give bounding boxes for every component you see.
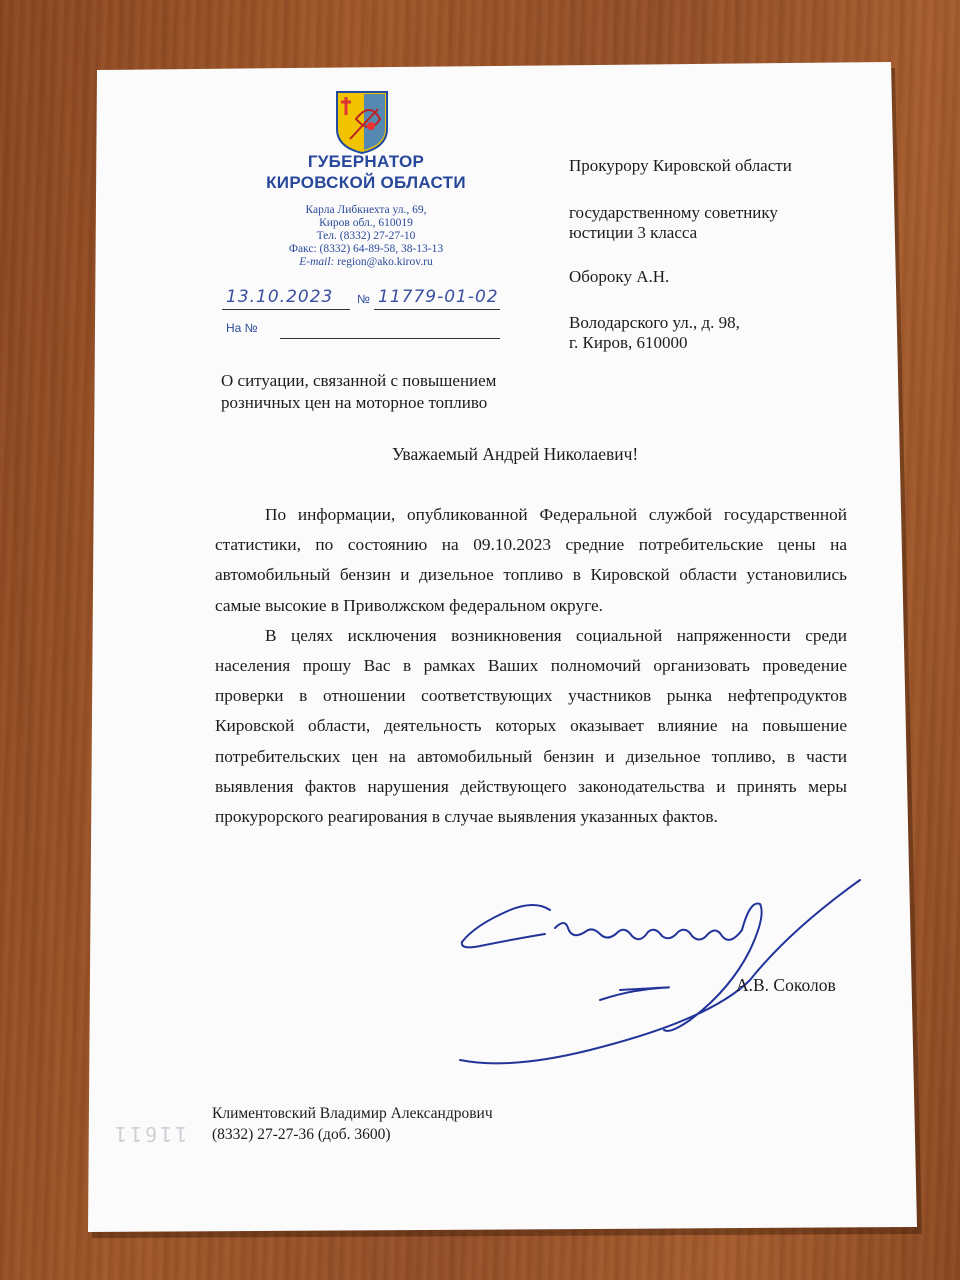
body-paragraph-1: По информации, опубликованной Федеральной службой государственной статистики, по состоянию на 09.10.2023 средние потребительские цены на автомобильный бензин и дизельное топливо в Кировской области установились самые высокие в Приволжском федеральном округе. <box>215 505 847 615</box>
letter-body <box>215 500 847 832</box>
recipient-line2: государственному советнику <box>569 203 778 222</box>
letterhead-title-line1: ГУБЕРНАТОР <box>307 152 425 171</box>
registration-date: 13.10.2023 <box>226 287 334 307</box>
reply-to-label: На № <box>226 321 258 335</box>
letterhead-fax: Факс: (8332) 64-89-58, 38-13-13 <box>288 243 444 255</box>
subject-line2: розничных цен на моторное топливо <box>221 393 488 412</box>
letterhead-email <box>248 256 484 269</box>
executor-phone: (8332) 27-27-36 (доб. 3600) <box>212 1126 391 1143</box>
body-paragraph-2: В целях исключения возникновения социальной напряженности среди населения прошу Вас в рамках Ваших полномочий организовать проведение проверки в отношении соответствующих участников рынка нефтепродуктов Кировской области, деятельность которых оказывает влияние на повышение потребительских цен на автомобильный бензин и дизельное топливо, в части выявления фактов нарушения действующего законодательства и принять меры прокурорского реагирования в случае выявления указанных фактов. <box>215 625 847 827</box>
letterhead-address-line1: Карла Либкнехта ул., 69, <box>305 204 427 216</box>
coat-of-arms-icon <box>334 89 390 155</box>
letterhead-address-line2: Киров обл., 610019 <box>319 217 413 229</box>
letterhead-title-line2: КИРОВСКОЙ ОБЛАСТИ <box>266 173 466 192</box>
greeting: Уважаемый Андрей Николаевич! <box>392 444 639 464</box>
recipient-address-line2: г. Киров, 610000 <box>569 333 688 352</box>
signer-name: А.В. Соколов <box>736 975 836 995</box>
recipient-name: Обороку А.Н. <box>569 267 670 286</box>
subject-line1: О ситуации, связанной с повышением <box>221 371 497 390</box>
stamp-number: 11611 <box>112 1122 188 1146</box>
number-label: № <box>357 292 370 306</box>
date-underline <box>222 309 350 310</box>
recipient-line1: Прокурору Кировской области <box>569 156 792 175</box>
reply-to-underline <box>280 338 500 339</box>
recipient-address-line1: Володарского ул., д. 98, <box>569 313 740 332</box>
email-label: E-mail: <box>299 256 335 268</box>
handwritten-signature <box>450 870 870 1070</box>
registration-number: 11779-01-02 <box>378 287 499 307</box>
letterhead-phone: Тел. (8332) 27-27-10 <box>316 230 416 242</box>
recipient-line3: юстиции 3 класса <box>569 223 698 242</box>
email-address: region@ako.kirov.ru <box>337 256 433 268</box>
executor-name: Климентовский Владимир Александрович <box>212 1105 493 1122</box>
number-underline <box>374 309 500 310</box>
